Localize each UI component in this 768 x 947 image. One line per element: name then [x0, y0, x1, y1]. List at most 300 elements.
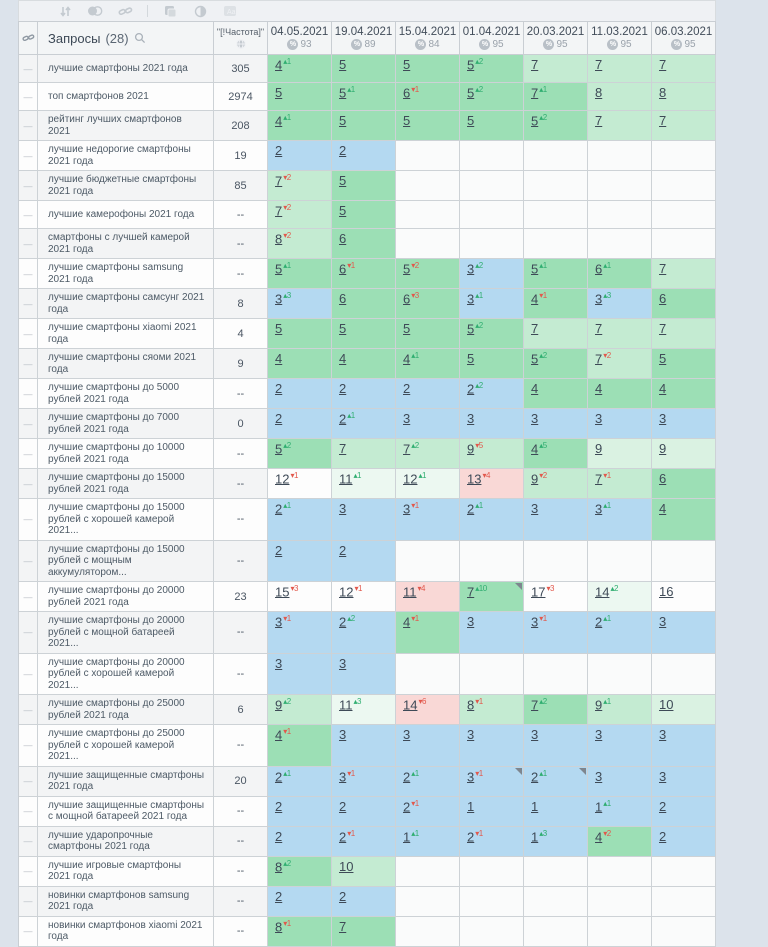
date-column-header[interactable]: [332, 22, 396, 55]
position-delta: ▴1: [411, 828, 419, 838]
position-link[interactable]: 4: [531, 441, 539, 457]
position-link[interactable]: 9: [275, 697, 283, 713]
position-link[interactable]: 5: [275, 85, 283, 100]
position-link[interactable]: 8: [595, 85, 603, 100]
position-link[interactable]: 7: [595, 321, 603, 336]
frequency-cell: --: [214, 379, 268, 409]
position-link[interactable]: 2: [339, 614, 347, 630]
query-cell[interactable]: лучшие смартфоны до 25000 рублей 2021 года: [38, 695, 214, 725]
position-link[interactable]: 8: [275, 858, 283, 874]
position-cell: [460, 439, 524, 469]
position-link[interactable]: 5: [339, 85, 347, 101]
position-cell: [332, 654, 396, 696]
position-delta: ▴1: [283, 768, 291, 778]
snapshot-metric: [671, 39, 695, 50]
position-cell: [268, 541, 332, 583]
position-link[interactable]: 4: [275, 57, 283, 73]
date-label: 04.05.2021: [270, 26, 329, 38]
position-link[interactable]: 1: [531, 828, 539, 844]
position-link[interactable]: 2: [531, 768, 539, 784]
image-icon[interactable]: [222, 4, 238, 18]
position-link[interactable]: 7: [659, 113, 667, 128]
position-link[interactable]: 5: [467, 57, 475, 73]
contrast-icon[interactable]: [192, 4, 208, 18]
position-link[interactable]: 14: [595, 584, 610, 600]
position-link[interactable]: 5: [467, 85, 475, 101]
table-row: [19, 83, 716, 111]
note-marker-icon[interactable]: [515, 768, 522, 775]
position-link[interactable]: 2: [339, 381, 347, 396]
query-cell[interactable]: лучшие смартфоны до 25000 рублей с хорошей камерой 2021...: [38, 725, 214, 767]
snapshot-metric: [607, 39, 631, 50]
position-link[interactable]: 3: [531, 411, 539, 426]
note-marker-icon[interactable]: [579, 768, 586, 775]
position-link[interactable]: 7: [339, 918, 347, 934]
position-link[interactable]: 3: [531, 501, 539, 516]
position-link[interactable]: 2: [659, 828, 667, 844]
position-link[interactable]: 4: [595, 828, 603, 844]
position-link[interactable]: 15: [275, 584, 290, 600]
table-row: [19, 379, 716, 409]
position-link[interactable]: 6: [339, 261, 347, 277]
position-link[interactable]: 8: [467, 697, 475, 713]
percent-badge-icon: %: [671, 39, 682, 50]
position-delta: ▴1: [603, 501, 611, 510]
query-cell[interactable]: лучшие защищенные смартфоны с мощной батареей 2021 года: [38, 797, 214, 827]
table-row: [19, 917, 716, 947]
position-link[interactable]: 5: [339, 203, 347, 218]
position-link[interactable]: 7: [595, 113, 603, 128]
date-column-header[interactable]: [396, 22, 460, 55]
position-cell: [396, 111, 460, 141]
position-cell: [332, 725, 396, 767]
position-link[interactable]: 2: [403, 381, 411, 396]
position-link[interactable]: 3: [595, 291, 603, 307]
query-cell[interactable]: лучшие смартфоны до 20000 рублей 2021 года: [38, 582, 214, 612]
date-column-header[interactable]: [268, 22, 332, 55]
position-link[interactable]: 4: [339, 351, 347, 366]
snapshot-metric: [479, 39, 503, 50]
position-link[interactable]: 3: [339, 727, 347, 742]
position-cell: [332, 469, 396, 499]
position-link[interactable]: 12: [339, 584, 354, 600]
position-link[interactable]: 2: [339, 798, 347, 814]
date-column-header[interactable]: [652, 22, 716, 55]
position-link[interactable]: 3: [275, 291, 283, 307]
query-cell[interactable]: лучшие недорогие смартфоны 2021 года: [38, 141, 214, 171]
position-link[interactable]: 1: [595, 798, 603, 814]
position-cell: [588, 409, 652, 439]
position-link[interactable]: 3: [595, 411, 603, 426]
position-cell: [332, 141, 396, 171]
table-row: [19, 767, 716, 797]
position-link[interactable]: 9: [595, 441, 603, 456]
position-link[interactable]: 6: [403, 291, 411, 307]
query-cell[interactable]: лучшие смартфоны сяоми 2021 года: [38, 349, 214, 379]
sort-icon[interactable]: [57, 4, 73, 18]
position-link[interactable]: 2: [275, 501, 283, 517]
position-cell: [268, 797, 332, 827]
position-cell: [524, 767, 588, 797]
position-link[interactable]: 5: [467, 113, 475, 128]
position-delta: ▾5: [475, 441, 483, 450]
position-link[interactable]: 3: [467, 768, 475, 784]
position-link[interactable]: 8: [275, 231, 283, 247]
position-link[interactable]: 2: [275, 411, 283, 426]
toolbar: [18, 0, 716, 21]
query-cell[interactable]: лучшие защищенные смартфоны 2021 года: [38, 767, 214, 797]
position-link[interactable]: 2: [403, 768, 411, 784]
position-cell-empty: [652, 857, 716, 887]
position-link[interactable]: 7: [531, 85, 539, 101]
table-row: [19, 141, 716, 171]
position-link[interactable]: 7: [595, 351, 603, 367]
position-cell: [268, 259, 332, 289]
position-cell-empty: [524, 541, 588, 583]
query-cell[interactable]: лучшие смартфоны xiaomi 2021 года: [38, 319, 214, 349]
position-cell: [332, 319, 396, 349]
position-link[interactable]: 5: [403, 113, 411, 128]
search-icon[interactable]: [134, 32, 146, 44]
position-cell: [332, 797, 396, 827]
position-link[interactable]: 8: [275, 918, 283, 934]
query-cell[interactable]: лучшие смартфоны 2021 года: [38, 55, 214, 83]
table-row: [19, 499, 716, 541]
position-link[interactable]: 5: [531, 351, 539, 367]
queries-column-header[interactable]: [38, 22, 214, 55]
position-cell: [460, 469, 524, 499]
position-link[interactable]: 7: [595, 471, 603, 487]
position-link[interactable]: 2: [467, 828, 475, 844]
position-link[interactable]: 6: [659, 471, 667, 486]
table-row: [19, 612, 716, 654]
position-link[interactable]: 11: [403, 584, 417, 600]
position-cell: [460, 725, 524, 767]
position-link[interactable]: 4: [403, 614, 411, 630]
position-link[interactable]: 2: [275, 542, 283, 558]
position-link[interactable]: 5: [403, 261, 411, 277]
position-cell-empty: [460, 857, 524, 887]
position-link[interactable]: 2: [339, 888, 347, 904]
position-link[interactable]: 3: [659, 411, 667, 426]
position-delta: ▴2: [610, 584, 618, 593]
position-link[interactable]: 6: [403, 85, 411, 101]
position-link[interactable]: 7: [659, 321, 667, 336]
position-link[interactable]: 4: [595, 381, 603, 396]
frequency-cell: --: [214, 612, 268, 654]
position-link[interactable]: 7: [659, 57, 667, 72]
position-cell: [268, 409, 332, 439]
position-link[interactable]: 3: [467, 614, 475, 629]
date-column-header[interactable]: [588, 22, 652, 55]
position-delta: ▴1: [283, 261, 291, 270]
position-cell: [524, 349, 588, 379]
position-link[interactable]: 12: [403, 471, 418, 487]
position-link[interactable]: 16: [659, 584, 674, 599]
position-cell: [268, 887, 332, 917]
position-link[interactable]: 2: [403, 798, 411, 814]
position-cell-empty: [460, 171, 524, 201]
position-cell: [460, 379, 524, 409]
position-cell: [460, 582, 524, 612]
position-link[interactable]: 5: [275, 321, 283, 336]
query-cell[interactable]: лучшие смартфоны до 15000 рублей с мощным аккумулятором...: [38, 541, 214, 583]
position-link[interactable]: 3: [403, 411, 411, 426]
position-cell-empty: [460, 541, 524, 583]
position-delta: ▾1: [347, 768, 355, 778]
position-cell-empty: [396, 201, 460, 229]
position-link[interactable]: 3: [275, 614, 283, 630]
frequency-cell: 2974: [214, 83, 268, 111]
position-link[interactable]: 5: [531, 261, 539, 277]
date-label: 11.03.2021: [591, 26, 648, 38]
position-link[interactable]: 7: [531, 321, 539, 336]
position-delta: ▴3: [603, 291, 611, 300]
position-link[interactable]: 2: [339, 542, 347, 558]
query-cell[interactable]: лучшие смартфоны до 20000 рублей с мощной батареей 2021...: [38, 612, 214, 654]
position-delta: ▴1: [603, 261, 611, 270]
link-icon[interactable]: [117, 4, 133, 18]
position-link[interactable]: 1: [531, 798, 539, 814]
position-link[interactable]: 4: [275, 727, 283, 743]
position-link[interactable]: 5: [275, 261, 283, 277]
percent-badge-icon: %: [543, 39, 554, 50]
metric-count: 95: [556, 39, 568, 50]
position-link[interactable]: 6: [339, 291, 347, 306]
position-link[interactable]: 11: [339, 697, 353, 713]
position-link[interactable]: 10: [339, 858, 354, 874]
position-link[interactable]: 5: [339, 173, 347, 188]
position-cell: [524, 111, 588, 141]
position-link[interactable]: 9: [531, 471, 539, 487]
position-link[interactable]: 6: [659, 291, 667, 306]
position-link[interactable]: 3: [339, 501, 347, 516]
position-cell: [332, 349, 396, 379]
query-cell[interactable]: лучшие смартфоны до 5000 рублей 2021 года: [38, 379, 214, 409]
position-link[interactable]: 5: [403, 57, 411, 72]
percent-badge-icon: %: [479, 39, 490, 50]
position-cell: [268, 582, 332, 612]
position-link[interactable]: 7: [595, 57, 603, 72]
position-cell-empty: [588, 887, 652, 917]
query-cell[interactable]: лучшие игровые смартфоны 2021 года: [38, 857, 214, 887]
row-handle: —: [19, 439, 38, 469]
position-link[interactable]: 5: [339, 113, 347, 128]
query-cell[interactable]: лучшие смартфоны самсунг 2021 года: [38, 289, 214, 319]
position-link[interactable]: 3: [595, 727, 603, 742]
position-cell-empty: [652, 201, 716, 229]
query-cell[interactable]: лучшие ударопрочные смартфоны 2021 года: [38, 827, 214, 857]
date-column-header[interactable]: [460, 22, 524, 55]
position-cell: [588, 349, 652, 379]
position-cell: [332, 857, 396, 887]
position-link[interactable]: 4: [659, 381, 667, 396]
query-cell[interactable]: смартфоны с лучшей камерой 2021 года: [38, 229, 214, 259]
frequency-cell: --: [214, 827, 268, 857]
position-cell: [588, 612, 652, 654]
position-link[interactable]: 2: [275, 381, 283, 396]
position-link[interactable]: 1: [467, 798, 475, 814]
position-link[interactable]: 2: [467, 381, 475, 397]
position-link[interactable]: 7: [467, 584, 475, 600]
query-cell[interactable]: новинки смартфонов xiaomi 2021 года: [38, 917, 214, 947]
position-link[interactable]: 3: [403, 727, 411, 742]
position-link[interactable]: 2: [339, 828, 347, 844]
row-handle: —: [19, 55, 38, 83]
position-link[interactable]: 2: [275, 143, 283, 158]
position-link[interactable]: 5: [467, 351, 475, 366]
queries-label: Запросы: [48, 30, 101, 46]
row-handle: —: [19, 767, 38, 797]
position-delta: ▴2: [475, 381, 483, 390]
query-cell[interactable]: новинки смартфонов samsung 2021 года: [38, 887, 214, 917]
position-link[interactable]: 9: [659, 441, 667, 456]
position-delta: ▴2: [283, 441, 291, 450]
position-link[interactable]: 1: [403, 828, 411, 844]
position-link[interactable]: 5: [275, 441, 283, 457]
position-cell: [652, 439, 716, 469]
position-cell-empty: [652, 917, 716, 947]
position-cell: [588, 725, 652, 767]
position-link[interactable]: 3: [595, 768, 603, 784]
position-cell: [460, 409, 524, 439]
position-link[interactable]: 3: [659, 614, 667, 629]
position-link[interactable]: 11: [339, 471, 353, 487]
position-cell-empty: [524, 141, 588, 171]
position-link[interactable]: 3: [467, 261, 475, 277]
position-cell-empty: [588, 917, 652, 947]
position-link[interactable]: 3: [659, 768, 667, 784]
position-cell-empty: [652, 141, 716, 171]
position-link[interactable]: 4: [403, 351, 411, 367]
position-link[interactable]: 2: [339, 143, 347, 158]
position-link[interactable]: 3: [595, 501, 603, 517]
query-cell[interactable]: лучшие смартфоны до 7000 рублей 2021 года: [38, 409, 214, 439]
position-link[interactable]: 5: [339, 57, 347, 72]
position-link[interactable]: 7: [339, 441, 347, 456]
position-link[interactable]: 3: [659, 727, 667, 742]
position-link[interactable]: 5: [339, 321, 347, 336]
position-link[interactable]: 7: [531, 697, 539, 713]
position-cell: [460, 767, 524, 797]
position-link[interactable]: 2: [595, 614, 603, 630]
position-link[interactable]: 6: [339, 231, 347, 246]
position-link[interactable]: 17: [531, 584, 546, 600]
query-cell[interactable]: лучшие смартфоны до 20000 рублей с хорошей камерой 2021...: [38, 654, 214, 696]
position-link[interactable]: 2: [275, 888, 283, 904]
position-cell: [524, 409, 588, 439]
position-link[interactable]: 5: [659, 351, 667, 366]
position-link[interactable]: 3: [467, 291, 475, 307]
position-delta: ▴2: [347, 614, 355, 623]
position-delta: ▴2: [539, 697, 547, 706]
position-link[interactable]: 3: [339, 768, 347, 784]
query-cell[interactable]: лучшие смартфоны до 15000 рублей 2021 года: [38, 469, 214, 499]
position-cell-empty: [652, 229, 716, 259]
frequency-cell: 208: [214, 111, 268, 141]
query-cell[interactable]: лучшие смартфоны до 10000 рублей 2021 года: [38, 439, 214, 469]
query-cell[interactable]: рейтинг лучших смартфонов 2021: [38, 111, 214, 141]
position-link[interactable]: 4: [275, 351, 283, 366]
query-cell[interactable]: лучшие бюджетные смартфоны 2021 года: [38, 171, 214, 201]
position-link[interactable]: 7: [403, 441, 411, 457]
position-delta: ▾1: [347, 261, 355, 270]
position-link[interactable]: 3: [531, 614, 539, 630]
position-link[interactable]: 5: [531, 113, 539, 129]
position-delta: ▾2: [603, 351, 611, 360]
position-link[interactable]: 4: [531, 291, 539, 307]
position-link[interactable]: 14: [403, 697, 418, 713]
position-link[interactable]: 7: [659, 261, 667, 276]
position-link[interactable]: 9: [467, 441, 475, 457]
query-cell[interactable]: лучшие смартфоны samsung 2021 года: [38, 259, 214, 289]
layers-icon[interactable]: [162, 4, 178, 18]
position-cell-empty: [524, 229, 588, 259]
position-cell: [268, 695, 332, 725]
position-cell: [332, 201, 396, 229]
query-cell[interactable]: лучшие смартфоны до 15000 рублей с хорошей камерой 2021...: [38, 499, 214, 541]
position-cell-empty: [588, 229, 652, 259]
position-cell-empty: [396, 171, 460, 201]
position-link[interactable]: 5: [467, 321, 475, 337]
note-marker-icon[interactable]: [515, 583, 522, 590]
position-link[interactable]: 4: [531, 381, 539, 396]
position-link[interactable]: 2: [339, 411, 347, 427]
position-link[interactable]: 8: [659, 85, 667, 100]
frequency-column-header[interactable]: [214, 22, 268, 55]
url-column-header[interactable]: [19, 22, 38, 55]
position-link[interactable]: 6: [595, 261, 603, 277]
position-cell: [396, 259, 460, 289]
circles-icon[interactable]: [87, 4, 103, 18]
position-delta: ▴1: [539, 261, 547, 270]
position-link[interactable]: 4: [659, 501, 667, 516]
date-column-header[interactable]: [524, 22, 588, 55]
position-link[interactable]: 2: [467, 501, 475, 517]
position-link[interactable]: 7: [275, 203, 283, 219]
position-link[interactable]: 3: [531, 727, 539, 742]
query-cell[interactable]: топ смартфонов 2021: [38, 83, 214, 111]
position-cell: [524, 379, 588, 409]
position-link[interactable]: 2: [659, 798, 667, 814]
position-link[interactable]: 2: [275, 828, 283, 844]
position-link[interactable]: 3: [275, 655, 283, 671]
table-row: [19, 887, 716, 917]
position-cell: [396, 499, 460, 541]
position-link[interactable]: 7: [275, 173, 283, 189]
position-link[interactable]: 12: [275, 471, 290, 487]
positions-table: [18, 21, 716, 947]
date-label: 19.04.2021: [334, 26, 393, 38]
position-link[interactable]: 13: [467, 471, 482, 487]
frequency-cell: --: [214, 201, 268, 229]
frequency-cell: 85: [214, 171, 268, 201]
position-link[interactable]: 9: [595, 697, 603, 713]
position-link[interactable]: 4: [275, 113, 283, 129]
position-link[interactable]: 7: [531, 57, 539, 72]
position-link[interactable]: 5: [403, 321, 411, 336]
position-link[interactable]: 3: [403, 501, 411, 517]
position-link[interactable]: 3: [339, 655, 347, 671]
position-link[interactable]: 10: [659, 697, 674, 712]
position-link[interactable]: 2: [275, 798, 283, 814]
position-link[interactable]: 2: [275, 768, 283, 784]
position-delta: ▴2: [539, 113, 547, 122]
position-link[interactable]: 3: [467, 411, 475, 426]
query-cell[interactable]: лучшие камерофоны 2021 года: [38, 201, 214, 229]
position-link[interactable]: 3: [467, 727, 475, 742]
position-delta: ▾4: [417, 584, 425, 593]
